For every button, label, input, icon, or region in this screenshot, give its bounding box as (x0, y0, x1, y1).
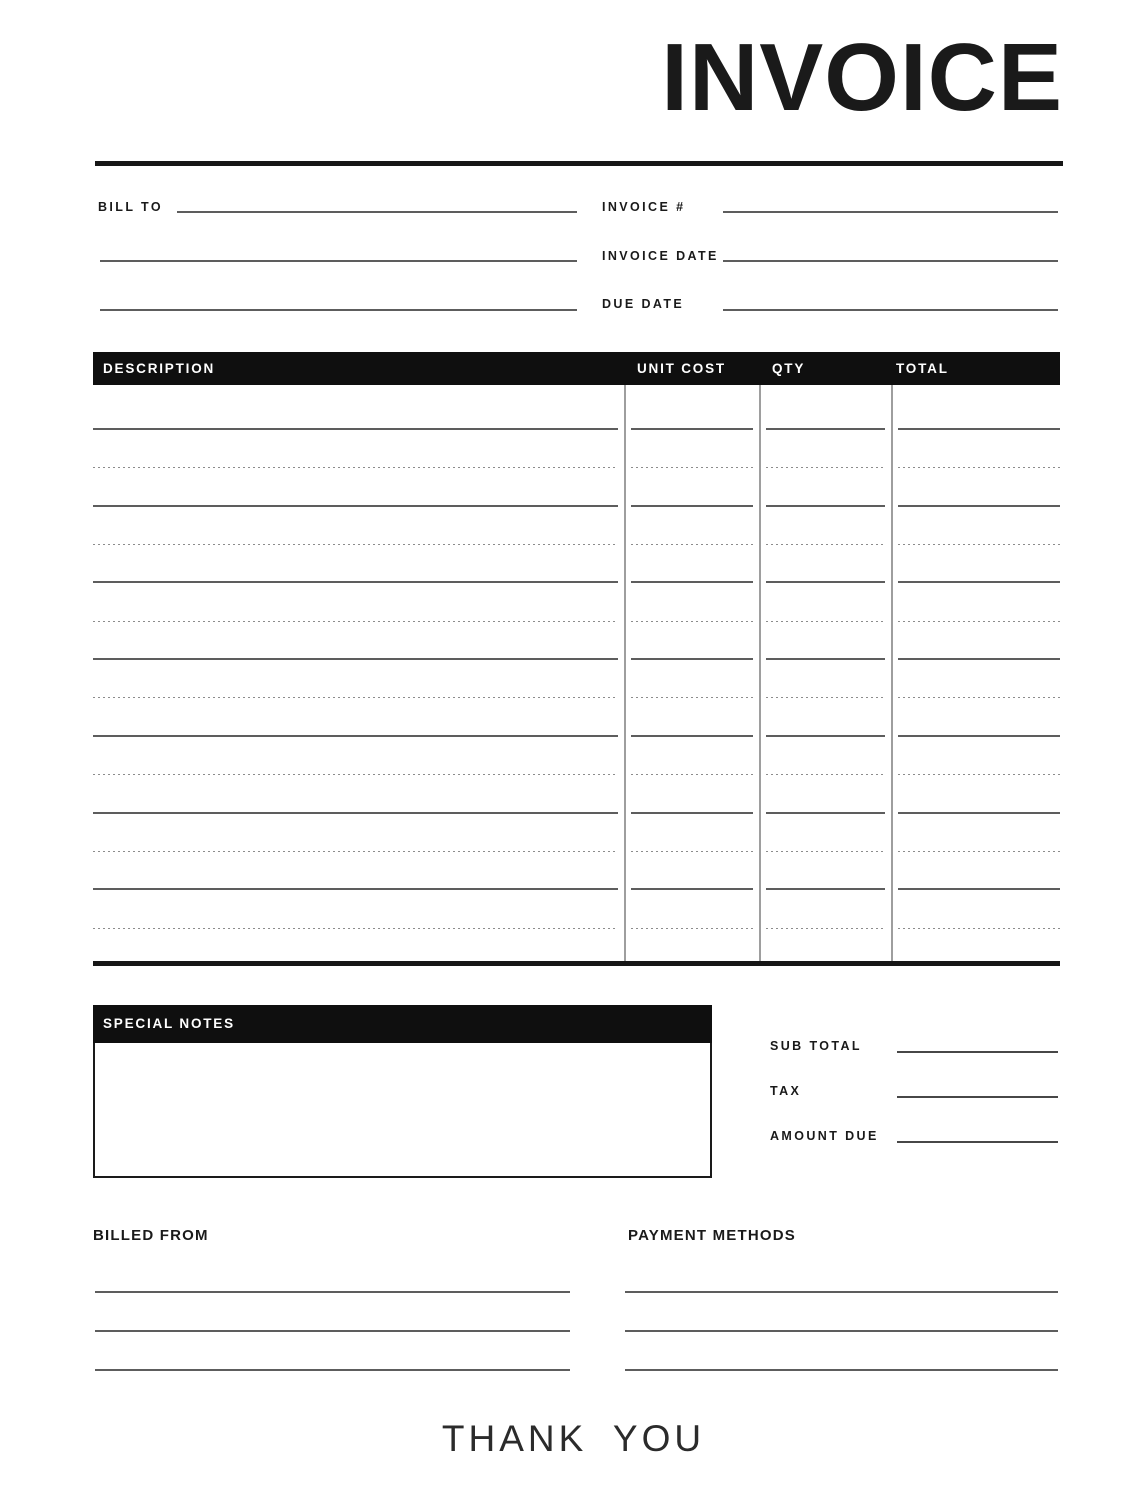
table-row-lines (93, 428, 1060, 932)
row-line-segment (766, 621, 885, 622)
tax-label: TAX (770, 1084, 802, 1098)
due-date-label: DUE DATE (602, 297, 685, 311)
row-line-segment (93, 544, 618, 545)
page-title: INVOICE (661, 24, 1063, 131)
row-line-segment (631, 928, 753, 929)
column-header-unit-cost: UNIT COST (637, 361, 726, 376)
row-line-segment (766, 505, 885, 507)
row-line-segment (898, 888, 1060, 890)
bill-to-line-2 (100, 260, 577, 262)
row-line-segment (766, 658, 885, 660)
row-line-segment (766, 888, 885, 890)
row-line-segment (766, 581, 885, 583)
table-row-line (93, 543, 1060, 545)
invoice-date-line (723, 260, 1058, 262)
table-row-line (93, 696, 1060, 698)
table-row-line (93, 658, 1060, 660)
row-line-segment (898, 697, 1060, 698)
bill-to-line-1 (177, 211, 577, 213)
table-row-line (93, 773, 1060, 775)
table-row-line (93, 620, 1060, 622)
row-line-segment (93, 697, 618, 698)
row-line-segment (898, 851, 1060, 852)
row-line-segment (631, 888, 753, 890)
tax-line (897, 1096, 1058, 1098)
row-line-segment (898, 428, 1060, 430)
row-line-segment (93, 658, 618, 660)
table-row-line (93, 466, 1060, 468)
table-row-line (93, 812, 1060, 814)
table-row-line (93, 735, 1060, 737)
row-line-segment (766, 812, 885, 814)
row-line-segment (93, 928, 618, 929)
table-header-bar (93, 352, 1060, 385)
special-notes-box (93, 1005, 712, 1178)
sub-total-line (897, 1051, 1058, 1053)
invoice-date-label: INVOICE DATE (602, 249, 719, 263)
billed-from-label: BILLED FROM (93, 1227, 209, 1244)
row-line-segment (631, 658, 753, 660)
amount-due-label: AMOUNT DUE (770, 1129, 879, 1143)
row-line-segment (898, 658, 1060, 660)
invoice-number-label: INVOICE # (602, 200, 686, 214)
row-line-segment (631, 544, 753, 545)
header-rule (95, 161, 1063, 166)
row-line-segment (766, 467, 885, 468)
column-header-description: DESCRIPTION (103, 361, 216, 376)
row-line-segment (93, 851, 618, 852)
row-line-segment (898, 928, 1060, 929)
special-notes-header-bar (93, 1005, 712, 1043)
invoice-number-line (723, 211, 1058, 213)
table-bottom-rule (93, 961, 1060, 966)
table-row-line (93, 581, 1060, 583)
bill-to-line-3 (100, 309, 577, 311)
row-line-segment (631, 505, 753, 507)
row-line-segment (631, 428, 753, 430)
row-line-segment (631, 774, 753, 775)
row-line-segment (766, 735, 885, 737)
row-line-segment (898, 581, 1060, 583)
row-line-segment (766, 928, 885, 929)
billed-from-line-2 (95, 1330, 570, 1332)
row-line-segment (631, 621, 753, 622)
thank-you-text: THANK YOU (441, 1418, 706, 1459)
row-line-segment (631, 697, 753, 698)
row-line-segment (631, 735, 753, 737)
table-row-line (93, 850, 1060, 852)
row-line-segment (898, 812, 1060, 814)
row-line-segment (93, 812, 618, 814)
bill-to-label: BILL TO (98, 200, 163, 214)
row-line-segment (93, 774, 618, 775)
table-row-line (93, 927, 1060, 929)
row-line-segment (93, 581, 618, 583)
row-line-segment (898, 621, 1060, 622)
table-row-line (93, 428, 1060, 430)
payment-methods-line-3 (625, 1369, 1058, 1371)
row-line-segment (631, 467, 753, 468)
row-line-segment (898, 505, 1060, 507)
row-line-segment (898, 467, 1060, 468)
billed-from-line-1 (95, 1291, 570, 1293)
table-row-line (93, 505, 1060, 507)
sub-total-label: SUB TOTAL (770, 1039, 862, 1053)
payment-methods-line-1 (625, 1291, 1058, 1293)
row-line-segment (766, 774, 885, 775)
row-line-segment (93, 735, 618, 737)
column-header-qty: QTY (772, 361, 806, 376)
row-line-segment (93, 621, 618, 622)
billed-from-line-3 (95, 1369, 570, 1371)
due-date-line (723, 309, 1058, 311)
row-line-segment (898, 544, 1060, 545)
row-line-segment (766, 851, 885, 852)
row-line-segment (898, 774, 1060, 775)
payment-methods-line-2 (625, 1330, 1058, 1332)
row-line-segment (93, 428, 618, 430)
row-line-segment (766, 697, 885, 698)
table-row-line (93, 888, 1060, 890)
special-notes-label: SPECIAL NOTES (103, 1016, 235, 1031)
amount-due-line (897, 1141, 1058, 1143)
row-line-segment (93, 467, 618, 468)
row-line-segment (631, 581, 753, 583)
row-line-segment (93, 505, 618, 507)
row-line-segment (93, 888, 618, 890)
column-header-total: TOTAL (896, 361, 949, 376)
row-line-segment (898, 735, 1060, 737)
row-line-segment (766, 428, 885, 430)
row-line-segment (631, 851, 753, 852)
payment-methods-label: PAYMENT METHODS (628, 1227, 797, 1244)
row-line-segment (631, 812, 753, 814)
row-line-segment (766, 544, 885, 545)
